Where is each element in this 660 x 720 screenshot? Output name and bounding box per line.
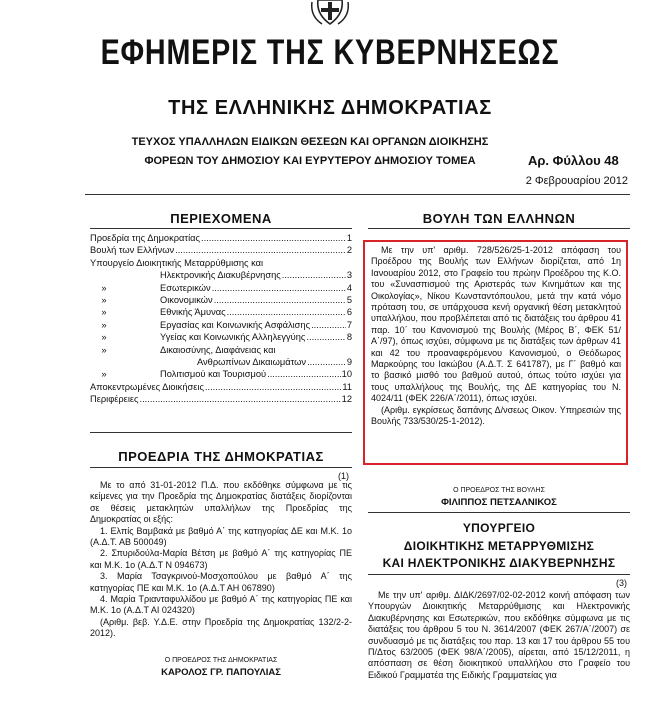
paragraph: (Αριθμ. εγκρίσεως δαπάνης Δ/νσεως Οικον. Υπηρεσιών της Βουλής 733/530/25-1-2012). (371, 404, 621, 427)
paragraph: 1. Ελπίς Βαμβακά με βαθμό Α΄ της κατηγορίας ΔΕ και Μ.Κ. 1ο (Α.Δ.Τ. ΑΒ 500049) (90, 525, 352, 548)
toc-item: » Εσωτερικών ..... 4 (90, 282, 352, 294)
coat-of-arms-emblem (310, 0, 350, 26)
parliament-signature-name: ΦΙΛΙΠΠΟΣ ΠΕΤΣΑΛΝΙΚΟΣ (441, 497, 557, 508)
toc-item: Υπουργείο Διοικητικής Μεταρρύθμισης και (90, 257, 264, 268)
ministry-body (368, 590, 630, 681)
sheet-number: Αρ. Φύλλου 48 (528, 153, 619, 168)
toc-item: Περιφέρειες ..... 12 (90, 393, 352, 405)
toc-item: Αποκεντρωμένες Διοικήσεις ..... 11 (90, 381, 352, 393)
toc-list (90, 232, 352, 406)
parliament-signature-role: Ο ΠΡΟΕΔΡΟΣ ΤΗΣ ΒΟΥΛΗΣ (453, 487, 545, 494)
paragraph: (Αριθμ. βεβ. Υ.Δ.Ε. στην Προεδρία της Δημοκρατίας 132/2-2-2012). (90, 616, 352, 639)
toc-item: Προεδρία της Δημοκρατίας ..... 1 (90, 232, 352, 244)
paragraph: 2. Σπυριδούλα-Μαρία Βέτση με βαθμό Α΄ της κατηγορίας ΠΕ και Μ.Κ. 1ο (Α.Δ.Τ Ν 094673) (90, 548, 352, 570)
presidency-body (90, 480, 352, 640)
parliament-body (371, 245, 621, 428)
toc-item: » Εργασίας και Κοινωνικής Ασφάλισης ..... 7 (90, 319, 352, 331)
gazette-subtitle: ΤΗΣ ΕΛΛΗΝΙΚΗΣ ΔΗΜΟΚΡΑΤΙΑΣ (168, 97, 492, 119)
toc-item: Ανθρωπίνων Δικαιωμάτων ..... 9 (90, 356, 352, 368)
presidency-number: (1) (338, 471, 349, 481)
toc-heading: ΠΕΡΙΕΧΟΜΕΝΑ (170, 211, 272, 226)
presidency-signature-role: Ο ΠΡΟΕΔΡΟΣ ΤΗΣ ΔΗΜΟΚΡΑΤΙΑΣ (164, 657, 278, 664)
parliament-divider (368, 228, 630, 229)
toc-item: » Πολιτισμού και Τουρισμού ..... 10 (90, 368, 352, 380)
paragraph: 4. Μαρία Τριανταφυλλίδου με βαθμό Α΄ της κατηγορίας ΠΕ και Μ.Κ. 1ο (Α.Δ.Τ ΑΙ 024320) (90, 594, 352, 616)
toc-item: Βουλή των Ελλήνων ..... 2 (90, 244, 352, 256)
presidency-heading: ΠΡΟΕΔΡΙΑ ΤΗΣ ΔΗΜΟΚΡΑΤΙΑΣ (118, 449, 324, 464)
toc-item: Ηλεκτρονικής Διακυβέρνησης ..... 3 (90, 269, 352, 281)
gazette-title: ΕΦΗΜΕΡΙΣ ΤΗΣ ΚΥΒΕΡΝΗΣΕΩΣ (100, 33, 560, 72)
paragraph: Με την υπ' αριθμ. 728/526/25-1-2012 απόφαση του Προέδρου της Βουλής των Ελλήνων διορίζεται, από 1η Ιανουαρίου 2012, στο Γραφείο του πρώην Προέδρου της Κ.Ο. του «Συνασπισμού της Αριστεράς των Κινημάτων και της Οικολογίας», Νίκου Κωνσταντόπουλου, μετά την κατά νόμο πρόταση του, σε υπάρχουσα κενή οργανική θέση μετακλητού υπαλλήλου, που προβλέπεται από τις διατάξεις του άρθρου 41 παρ. 10΄ του Κανονισμού της Βουλής (Μέρος Β΄, ΦΕΚ 51/Α΄/97), όπως ισχύει, σύμφωνα με τις διατάξεις των άρθρων 41 και 42 του προαναφερόμενου Κανονισμού, ο Θεόδωρος Μαρκούρης του Ιακώβου (Α.Δ.Τ. Σ 641787), με Γ΄ βαθμό και το βασικό μισθό του βαθμού αυτού, όπως τούτο ισχύει για τους υπαλλήλους της Βουλής, της ΔΕ κατηγορίας του Ν. 4024/11 (ΦΕΚ 226/Α΄/2011), όπως ισχύει. (371, 245, 621, 404)
toc-item: » Οικονομικών ..... 5 (90, 294, 352, 306)
toc-item: » Εθνικής Άμυνας ..... 6 (90, 306, 352, 318)
paragraph: Με το από 31-01-2012 Π.Δ. που εκδόθηκε σύμφωνα με τις κείμενες για την Προεδρία της Δημοκρατίας διατάξεις διορίζονται σε θέσεις μετακλητών υπαλλήλων της Προεδρίας της Δημοκρατίας οι εξής: (90, 480, 352, 525)
toc-divider (90, 228, 352, 229)
paragraph: 3. Μαρία Τσαγκρινού-Μοσχοπούλου με βαθμό Α΄ της κατηγορίας ΠΕ και Μ.Κ. 1ο (Α.Δ.Τ ΑΗ 067890) (90, 571, 352, 593)
paragraph: Με την υπ' αριθμ. ΔΙΔΚ/2697/02-02-2012 κοινή απόφαση των Υπουργών Διοικητικής Μεταρρύθμισης και Ηλεκτρονικής Διακυβέρνησης και Εσωτερικών, που εκδόθηκε σύμφωνα με τις διατάξεις του άρθρου 5 του Ν. 3614/2007 (ΦΕΚ 267/Α΄/2007) σε συνδυασμό με τις διατάξεις του παρ. 13 και 17 του άρθρου 55 του Π/Δτος 63/2005 (ΦΕΚ 98/Α΄/2005), αίρεται, από 15/12/2011, η απόσπαση σε θέση διοικητικού υπαλλήλου στο Γραφείο του Ειδικού Γραμματέα της Ειδικής Γραμματείας για (368, 590, 630, 680)
presidency-divider (90, 467, 352, 468)
issue-date: 2 Φεβρουαρίου 2012 (525, 175, 628, 187)
ministry-heading-1: ΥΠΟΥΡΓΕΙΟ (462, 521, 536, 535)
toc-item: » Υγείας και Κοινωνικής Αλληλεγγύης ..... 8 (90, 331, 352, 343)
header-divider (85, 194, 630, 195)
ministry-heading-3: ΚΑΙ ΗΛΕΚΤΡΟΝΙΚΗΣ ΔΙΑΚΥΒΕΡΝΗΣΗΣ (382, 556, 616, 570)
ministry-heading-2: ΔΙΟΙΚΗΤΙΚΗΣ ΜΕΤΑΡΡΥΘΜΙΣΗΣ (403, 539, 595, 553)
toc-item: » Δικαιοσύνης, Διαφάνειας και (101, 344, 276, 355)
toc-bottom-divider (90, 432, 352, 433)
parliament-bottom-divider (368, 512, 630, 513)
ministry-number: (3) (616, 578, 627, 588)
ministry-divider (368, 574, 630, 575)
issue-line-2: ΦΟΡΕΩΝ ΤΟΥ ΔΗΜΟΣΙΟΥ ΚΑΙ ΕΥΡΥΤΕΡΟΥ ΔΗΜΟΣΙΟΥ ΤΟΜΕΑ (144, 155, 476, 167)
parliament-heading: ΒΟΥΛΗ ΤΩΝ ΕΛΛΗΝΩΝ (422, 211, 576, 226)
issue-line-1: ΤΕΥΧΟΣ ΥΠΑΛΛΗΛΩΝ ΕΙΔΙΚΩΝ ΘΕΣΕΩΝ ΚΑΙ ΟΡΓΑΝΩΝ ΔΙΟΙΚΗΣΗΣ (131, 136, 489, 148)
presidency-signature-name: ΚΑΡΟΛΟΣ ΓΡ. ΠΑΠΟΥΛΙΑΣ (161, 667, 281, 678)
